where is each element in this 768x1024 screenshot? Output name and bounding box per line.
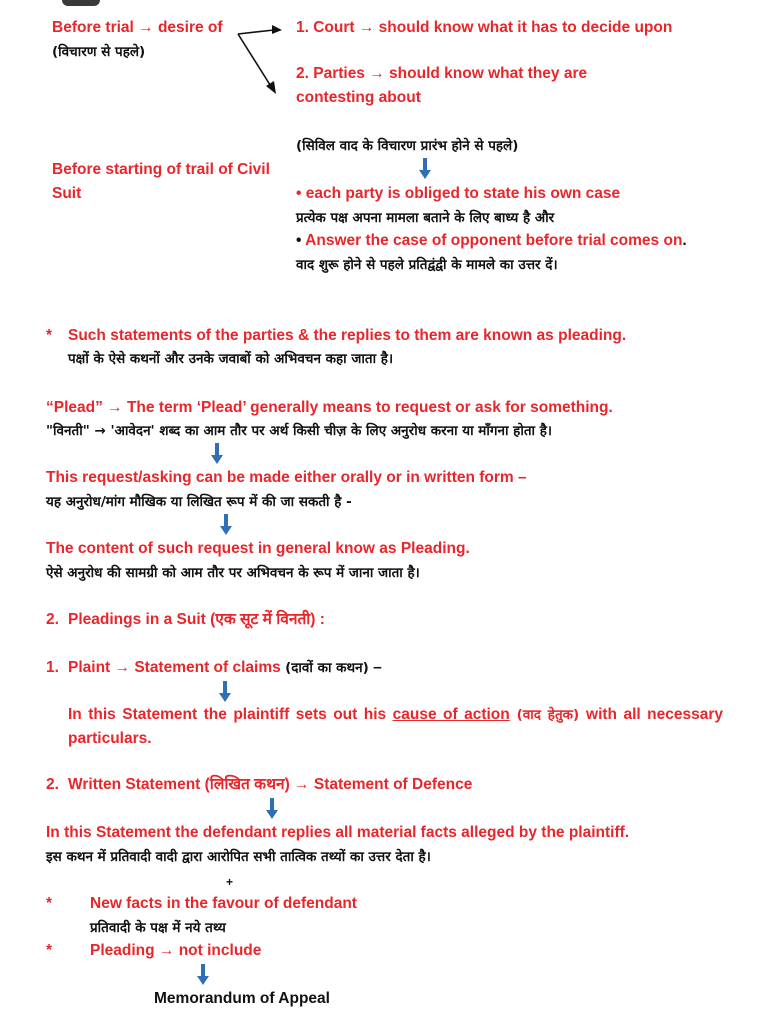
- new-facts: New facts in the favour of defendant: [90, 895, 357, 912]
- memorandum-of-appeal: Memorandum of Appeal: [154, 990, 330, 1007]
- new-facts-hindi: प्रतिवादी के पक्ष में नये तथ्य: [90, 920, 226, 936]
- plead-definition-hindi: "विनती" → 'आवेदन' शब्द का आम तौर पर अर्थ किसी चीज़ के लिए अनुरोध करना या माँगना होता है।: [46, 423, 553, 439]
- parties-point-line2: contesting about: [296, 89, 421, 106]
- bullet-answer-case-hindi: वाद शुरू होने से पहले प्रतिद्वंद्वी के मामले का उत्तर दें।: [296, 257, 558, 273]
- down-arrow-icon: [196, 964, 210, 986]
- request-content-hindi: ऐसे अनुरोध की सामग्री को आम तौर पर अभिवचन के रूप में जाना जाता है।: [46, 565, 420, 581]
- parties-point-line1: 2. Parties → should know what they are: [296, 65, 588, 82]
- before-starting-line2: Suit: [52, 185, 82, 202]
- pleading-statement-hindi: पक्षों के ऐसे कथनों और उनके जवाबों को अभिवचन कहा जाता है।: [68, 351, 394, 367]
- plaint-number: 1.: [46, 659, 59, 676]
- written-statement-description: In this Statement the defendant replies all material facts alleged by the plaintiff.: [46, 824, 630, 841]
- pleadings-in-suit: Pleadings in a Suit (एक सूट में विनती) :: [68, 611, 325, 628]
- bullet-state-case-hindi: प्रत्येक पक्ष अपना मामला बताने के लिए बाध्य है और: [296, 210, 555, 226]
- down-arrow-icon: [210, 443, 224, 465]
- before-trial-label: Before trial → desire of: [52, 19, 223, 36]
- request-form: This request/asking can be made either orally or in written form –: [46, 469, 527, 486]
- court-point: 1. Court → should know what it has to decide upon: [296, 19, 673, 36]
- bullet-state-case: • each party is obliged to state his own case: [296, 185, 621, 202]
- star-bullet: *: [46, 895, 53, 912]
- written-statement-description-hindi: इस कथन में प्रतिवादी वादी द्वारा आरोपित सभी तात्विक तथ्यों का उत्तर देता है।: [46, 849, 431, 865]
- plus-sign: +: [226, 875, 234, 889]
- request-form-hindi: यह अनुरोध/मांग मौखिक या लिखित रूप में की जा सकती है -: [46, 494, 352, 510]
- plead-definition: “Plead” → The term ‘Plead’ generally means to request or ask for something.: [46, 399, 613, 416]
- pleading-not-include: Pleading → not include: [90, 942, 262, 959]
- down-arrow-icon: [265, 798, 279, 820]
- star-bullet: *: [46, 327, 53, 344]
- before-trial-hindi: (विचारण से पहले): [52, 44, 146, 60]
- plaint-heading: Plaint → Statement of claims (दावों का कथन) –: [68, 659, 382, 676]
- down-arrow-icon: [418, 158, 432, 180]
- before-starting-line1: Before starting of trail of Civil: [52, 161, 270, 178]
- written-statement-number: 2.: [46, 776, 59, 793]
- down-arrow-icon: [218, 681, 232, 703]
- bullet-answer-case: • Answer the case of opponent before trial comes on.: [296, 232, 687, 249]
- down-arrow-icon: [219, 514, 233, 536]
- star-bullet: *: [46, 942, 53, 959]
- civil-suit-hindi: (सिविल वाद के विचारण प्रारंभ होने से पहले): [296, 138, 519, 154]
- pleadings-number: 2.: [46, 611, 59, 628]
- plaint-description: In this Statement the plaintiff sets out his cause of action (वाद हेतुक) with all necessary particulars.: [68, 706, 724, 747]
- request-content: The content of such request in general know as Pleading.: [46, 540, 470, 557]
- top-edge-decoration: [62, 0, 100, 6]
- written-statement-heading: Written Statement (लिखित कथन) → Statement of Defence: [68, 776, 473, 793]
- branch-arrows-icon: [234, 18, 284, 98]
- pleading-statement: Such statements of the parties & the replies to them are known as pleading.: [68, 327, 627, 344]
